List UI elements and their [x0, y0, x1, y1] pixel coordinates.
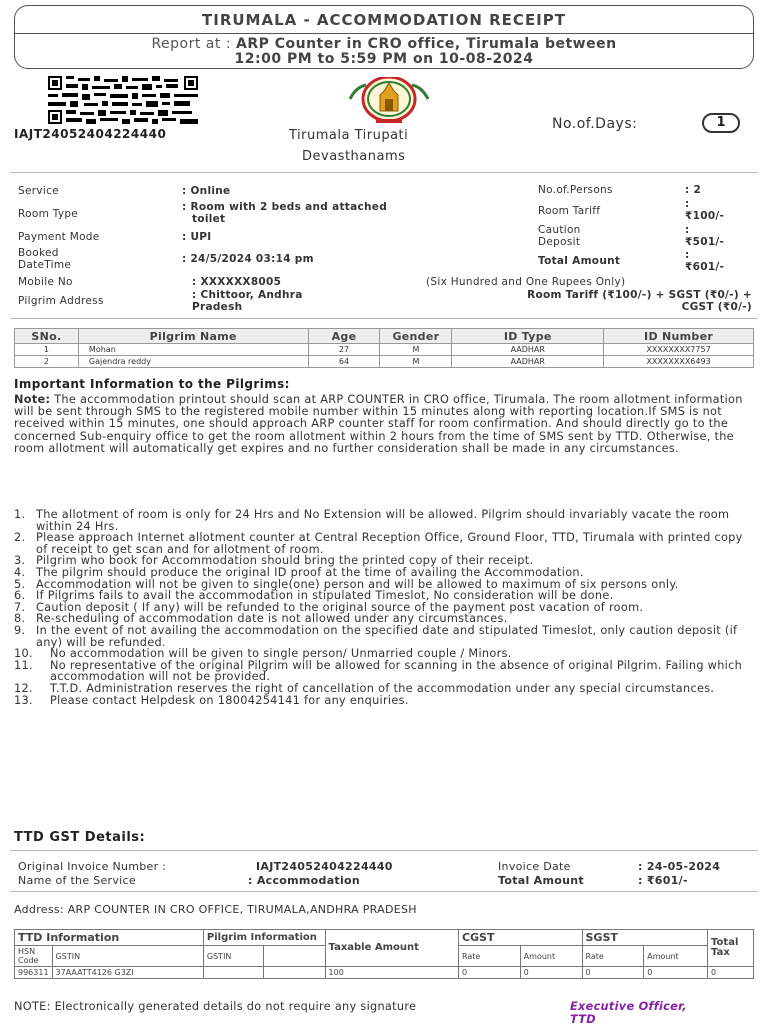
- rule-text: Re-scheduling of accommodation date is not allowed under any circumstances.: [36, 612, 508, 626]
- cell-id-number: XXXXXXXX6493: [604, 356, 754, 368]
- divider: [10, 318, 758, 319]
- table-row: [15, 967, 754, 979]
- cgst-header: CGST: [458, 930, 582, 946]
- gstin-header: GSTIN: [52, 946, 203, 967]
- cell-age: 64: [308, 356, 380, 368]
- receipt-header: [14, 5, 754, 69]
- pilgrim-table-header: [15, 329, 754, 344]
- total-tax-header: Total Tax: [708, 930, 754, 967]
- rule-text: Caution deposit ( If any) will be refunded to the original source of the payment post vacation of room.: [36, 600, 644, 614]
- list-item: 7. Caution deposit ( If any) will be refunded to the original source of the payment post vacation of room.: [14, 600, 644, 614]
- officer-line2: TTD: [570, 1013, 596, 1024]
- pilgrim-table: [14, 328, 754, 368]
- ttd-info-header: TTD Information: [15, 930, 204, 946]
- gst-total-value: : ₹601/-: [638, 874, 688, 887]
- booked-label2: DateTime: [18, 259, 72, 271]
- gst-table-header: [15, 930, 754, 946]
- total-colon: :: [685, 249, 690, 261]
- payment-value: : UPI: [182, 231, 212, 243]
- tariff-breakup2: CGST (₹0/-): [681, 301, 752, 313]
- list-item: 11. No representative of the original Pilgrim will be allowed for scanning in the absence of original Pilgrim. Failing which accommodation will not be provided.: [14, 660, 754, 683]
- org-name-line2: Devasthanams: [302, 149, 406, 164]
- cell-total-tax: 0: [708, 967, 754, 979]
- tariff-value: ₹100/-: [685, 210, 725, 222]
- invoice-date-value: : 24-05-2024: [638, 860, 721, 873]
- report-info: [15, 34, 753, 67]
- pilgrim-info-header: Pilgrim Information: [203, 930, 325, 946]
- cell-gstin: 37AAATT4126 G3ZI: [52, 967, 203, 979]
- officer-line1: Executive Officer,: [570, 1000, 687, 1013]
- room-type-value1: : Room with 2 beds and attached: [182, 201, 388, 213]
- col-pilgrim-name: Pilgrim Name: [78, 329, 308, 344]
- cgst-amount-header: Amount: [520, 946, 582, 967]
- list-item: 13. Please contact Helpdesk on 18004254141 for any enquiries.: [14, 693, 409, 707]
- payment-label: Payment Mode: [18, 231, 100, 243]
- cell-gender: M: [380, 356, 452, 368]
- report-line2: 12:00 PM to 5:59 PM on 10-08-2024: [234, 51, 534, 67]
- room-type-label: Room Type: [18, 208, 79, 220]
- service-label: Service: [18, 185, 59, 197]
- table-row: [15, 344, 754, 356]
- hsn-header: HSN Code: [15, 946, 53, 967]
- address-value1: : Chittoor, Andhra: [192, 289, 303, 301]
- rule-text: The allotment of room is only for 24 Hrs and No Extension will be allowed. Pilgrim should invariably vacate the room within 24 Hrs.: [36, 508, 730, 533]
- invoice-no-value: IAJT24052404224440: [256, 860, 393, 873]
- col-gender: Gender: [380, 329, 452, 344]
- table-row: [15, 356, 754, 368]
- caution-colon: :: [685, 224, 690, 236]
- info-title: Important Information to the Pilgrims:: [14, 377, 290, 391]
- cell-id-type: AADHAR: [452, 344, 604, 356]
- taxable-header: Taxable Amount: [325, 930, 458, 967]
- address-label: Pilgrim Address: [18, 295, 104, 307]
- caution-label2: Deposit: [538, 236, 581, 248]
- cell-id-type: AADHAR: [452, 356, 604, 368]
- list-item: 8. Re-scheduling of accommodation date is not allowed under any circumstances.: [14, 612, 508, 626]
- report-line1: ARP Counter in CRO office, Tirumala between: [235, 36, 617, 52]
- list-item: 2. Please approach Internet allotment counter at Central Reception Office, Ground Floor, TTD, Tirumala with printed copy of receipt to get scan and for allotment of room.: [14, 532, 754, 555]
- gst-table: [14, 929, 754, 979]
- cell-pilgrim-gstin: [203, 967, 263, 979]
- executive-officer: [570, 1000, 687, 1024]
- gst-address: Address: ARP COUNTER IN CRO OFFICE, TIRUMALA,ANDHRA PRADESH: [14, 903, 417, 916]
- sgst-amount-header: Amount: [644, 946, 708, 967]
- rule-text: No accommodation will be given to single person/ Unmarried couple / Minors.: [50, 647, 512, 661]
- cell-cgst-amount: 0: [520, 967, 582, 979]
- sgst-rate-header: Rate: [582, 946, 644, 967]
- cell-sno: 2: [15, 356, 79, 368]
- cell-name: Mohan: [78, 344, 308, 356]
- rule-text: In the event of not availing the accommodation on the specified date and stipulated Timeslot, only caution deposit (if any) will be refunded.: [36, 623, 738, 649]
- sgst-header: SGST: [582, 930, 708, 946]
- footer-note: NOTE: Electronically generated details do not require any signature: [14, 1000, 417, 1013]
- invoice-no-label: Original Invoice Number :: [18, 860, 167, 873]
- list-item: 3. Pilgrim who book for Accommodation should bring the printed copy of their receipt.: [14, 554, 534, 568]
- amount-in-words: (Six Hundred and One Rupees Only): [426, 276, 626, 288]
- note-label: Note:: [14, 393, 51, 406]
- gst-service-label: Name of the Service: [18, 874, 136, 887]
- cell-gender: M: [380, 344, 452, 356]
- rule-text: If Pilgrims fails to avail the accommodation in stipulated Timeslot, No consideration will be done.: [36, 589, 614, 603]
- list-item: 5. Accommodation will not be given to single(one) person and will be allowed to maximum of six persons only.: [14, 577, 679, 591]
- persons-value: : 2: [685, 184, 702, 196]
- ttd-logo-icon: [318, 77, 460, 125]
- pilgrim-blank-header: [263, 946, 325, 967]
- receipt-title: TIRUMALA - ACCOMMODATION RECEIPT: [15, 6, 753, 34]
- total-label: Total Amount: [538, 255, 621, 267]
- rule-text: No representative of the original Pilgrim will be allowed for scanning in the absence of original Pilgrim. Failing which accommodation will not be provided.: [50, 658, 743, 684]
- rule-text: T.T.D. Administration reserves the right of cancellation of the accommodation under any special circumstances.: [50, 681, 715, 695]
- cell-taxable: 100: [325, 967, 458, 979]
- col-id-type: ID Type: [452, 329, 604, 344]
- tariff-colon: :: [685, 198, 690, 210]
- cell-sgst-rate: 0: [582, 967, 644, 979]
- cell-sgst-amount: 0: [644, 967, 708, 979]
- cell-sno: 1: [15, 344, 79, 356]
- booked-value: : 24/5/2024 03:14 pm: [182, 253, 314, 265]
- total-value: ₹601/-: [685, 261, 725, 273]
- rules-list: [14, 509, 754, 706]
- qr-code-icon: [48, 76, 198, 124]
- gst-service-value: : Accommodation: [248, 874, 361, 887]
- room-type-value2: toilet: [192, 213, 226, 225]
- list-item: 9. In the event of not availing the accommodation on the specified date and stipulated Timeslot, only caution deposit (if any) will be refunded.: [14, 625, 754, 648]
- list-item: 6. If Pilgrims fails to avail the accommodation in stipulated Timeslot, No consideration will be done.: [14, 589, 614, 603]
- booked-label1: Booked: [18, 247, 59, 259]
- pilgrim-gstin-header: GSTIN: [203, 946, 263, 967]
- rule-text: Accommodation will not be given to single(one) person and will be allowed to maximum of six persons only.: [36, 577, 679, 591]
- tariff-breakup1: Room Tariff (₹100/-) + SGST (₹0/-) +: [527, 289, 752, 301]
- cell-cgst-rate: 0: [458, 967, 520, 979]
- cell-id-number: XXXXXXXX7757: [604, 344, 754, 356]
- cell-age: 27: [308, 344, 380, 356]
- org-name-line1: Tirumala Tirupati: [289, 128, 409, 143]
- days-label: No.of.Days:: [552, 116, 638, 132]
- invoice-date-label: Invoice Date: [498, 860, 571, 873]
- cell-pilgrim-blank: [263, 967, 325, 979]
- col-sno: SNo.: [15, 329, 79, 344]
- rule-text: Please approach Internet allotment counter at Central Reception Office, Ground Floor, TTD, Tirumala with printed copy of receipt to get scan and for allotment of room.: [36, 531, 743, 556]
- mobile-label: Mobile No: [18, 276, 73, 288]
- list-item: 10. No accommodation will be given to single person/ Unmarried couple / Minors.: [14, 647, 512, 661]
- rule-text: The pilgrim should produce the original ID proof at the time of availing the Accommodation.: [36, 565, 584, 579]
- mobile-value: : XXXXXX8005: [192, 276, 282, 288]
- persons-label: No.of.Persons: [538, 184, 613, 196]
- gst-title: TTD GST Details:: [14, 830, 146, 845]
- list-item: 4. The pilgrim should produce the original ID proof at the time of availing the Accommodation.: [14, 565, 584, 579]
- cell-name: Gajendra reddy: [78, 356, 308, 368]
- list-item: 1. The allotment of room is only for 24 Hrs and No Extension will be allowed. Pilgrim should invariably vacate the room within 24 Hrs.: [14, 509, 754, 532]
- list-item: 12. T.T.D. Administration reserves the right of cancellation of the accommodation under any special circumstances.: [14, 681, 715, 695]
- divider: [10, 172, 758, 173]
- address-value2: Pradesh: [192, 301, 243, 313]
- col-age: Age: [308, 329, 380, 344]
- col-id-number: ID Number: [604, 329, 754, 344]
- cgst-rate-header: Rate: [458, 946, 520, 967]
- tariff-label: Room Tariff: [538, 205, 601, 217]
- cell-hsn: 996311: [15, 967, 53, 979]
- note-text: The accommodation printout should scan at ARP COUNTER in CRO office, Tirumala. The room allotment information will be sent through SMS to the registered mobile number within 15 minutes along with reporting location.If SMS is not received within 15 minutes, one should approach ARP counter staff for room confirmation. And should directly go to the concerned Sub-enquiry office to get the room allotment within 2 hours from the time of SMS sent by TTD. Otherwise, the room allotment will automatically get expires and no further consideration shall be made in any circumstances.: [14, 393, 743, 455]
- rule-text: Please contact Helpdesk on 18004254141 for any enquiries.: [50, 693, 409, 707]
- caution-value: ₹501/-: [685, 236, 725, 248]
- note-paragraph: [14, 394, 754, 455]
- gst-total-label: Total Amount: [498, 874, 584, 887]
- service-value: : Online: [182, 185, 231, 197]
- report-prefix: Report at :: [151, 36, 236, 52]
- caution-label1: Caution: [538, 224, 581, 236]
- days-value: 1: [702, 113, 740, 133]
- booking-id: IAJT24052404224440: [14, 127, 167, 141]
- rule-text: Pilgrim who book for Accommodation should bring the printed copy of their receipt.: [36, 554, 534, 568]
